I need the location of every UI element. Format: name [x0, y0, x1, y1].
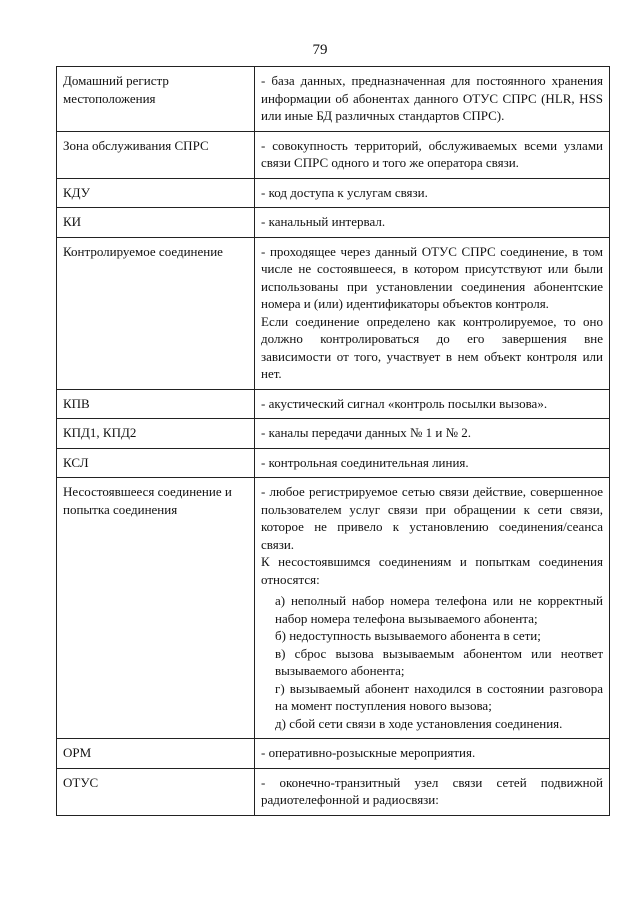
definition-cell [255, 389, 610, 419]
definition-cell [255, 768, 610, 815]
table-row [57, 768, 610, 815]
definition-text: Если соединение определено как контролируемое, то оно должно контролироваться до его завершения вне зависимости от того, участвует в нем объект контроля или нет. [261, 313, 603, 381]
definition-cell [255, 67, 610, 132]
term-cell: КПВ [57, 389, 255, 419]
sub-item-list [261, 592, 603, 732]
definition-cell [255, 131, 610, 178]
definition-text: - каналы передачи данных № 1 и № 2. [261, 425, 472, 440]
definition-text: - оперативно-розыскные мероприятия. [261, 745, 476, 760]
sub-item: д) сбой сети связи в ходе установления соединения. [275, 715, 563, 731]
term-cell: КИ [57, 208, 255, 238]
term-cell: КПД1, КПД2 [57, 419, 255, 449]
term-cell: ОРМ [57, 739, 255, 769]
sub-item: а) неполный набор номера телефона или не корректный набор номера телефона вызываемого абонента; [275, 593, 603, 626]
table-row [57, 448, 610, 478]
term-cell: Домашний регистр местоположения [57, 67, 255, 132]
definition-text: - код доступа к услугам связи. [261, 184, 428, 200]
definition-text: - оконечно-транзитный узел связи сетей подвижной радиотелефонной и радиосвязи: [261, 774, 603, 807]
definition-cell [255, 478, 610, 739]
table-row [57, 389, 610, 419]
definition-text: К несостоявшимся соединениям и попыткам соединения относятся: [261, 554, 603, 587]
definition-cell [255, 208, 610, 238]
term-cell: КДУ [57, 178, 255, 208]
term-cell: ОТУС [57, 768, 255, 815]
definition-cell [255, 448, 610, 478]
term-cell: КСЛ [57, 448, 255, 478]
glossary-table [56, 66, 610, 816]
definition-text: - совокупность территорий, обслуживаемых всеми узлами связи СПРС одного и того же оператора связи. [261, 137, 603, 170]
sub-item: в) сброс вызова вызываемым абонентом или неответ вызываемого абонента; [275, 645, 603, 678]
sub-item: г) вызываемый абонент находился в состоянии разговора на момент поступления нового вызова; [275, 680, 603, 713]
table-row [57, 419, 610, 449]
table-row [57, 67, 610, 132]
table-row [57, 131, 610, 178]
sub-item: б) недоступность вызываемого абонента в сети; [275, 628, 541, 643]
definition-text: - любое регистрируемое сетью связи действие, совершенное пользователем услуг связи при обращении к сети связи, которое не привело к установлению соединения/сеанса связи. [261, 484, 603, 552]
definition-text: - акустический сигнал «контроль посылки вызова». [261, 395, 548, 411]
table-row [57, 208, 610, 238]
table-row [57, 739, 610, 769]
definition-cell [255, 178, 610, 208]
definition-cell [255, 419, 610, 449]
term-cell: Контролируемое соединение [57, 237, 255, 389]
definition-text: - канальный интервал. [261, 214, 386, 229]
table-row [57, 478, 610, 739]
term-cell: Несостоявшееся соединение и попытка соединения [57, 478, 255, 739]
definition-cell [255, 237, 610, 389]
definition-text: - база данных, предназначенная для постоянного хранения информации об абонентах данного ОТУС СПРС (HLR, HSS или иные БД различных стандартов СПРС). [261, 73, 603, 123]
definition-text: - проходящее через данный ОТУС СПРС соединение, в том числе не состоявшееся, в котором присутствуют или были использованы при установлении соединения абонентские номера и (или) идентификаторы объектов контроля. [261, 243, 603, 311]
page-number: 79 [312, 42, 328, 58]
table-row [57, 237, 610, 389]
glossary-body [57, 67, 610, 816]
table-row [57, 178, 610, 208]
definition-text: - контрольная соединительная линия. [261, 454, 469, 470]
definition-cell [255, 739, 610, 769]
term-cell: Зона обслуживания СПРС [57, 131, 255, 178]
